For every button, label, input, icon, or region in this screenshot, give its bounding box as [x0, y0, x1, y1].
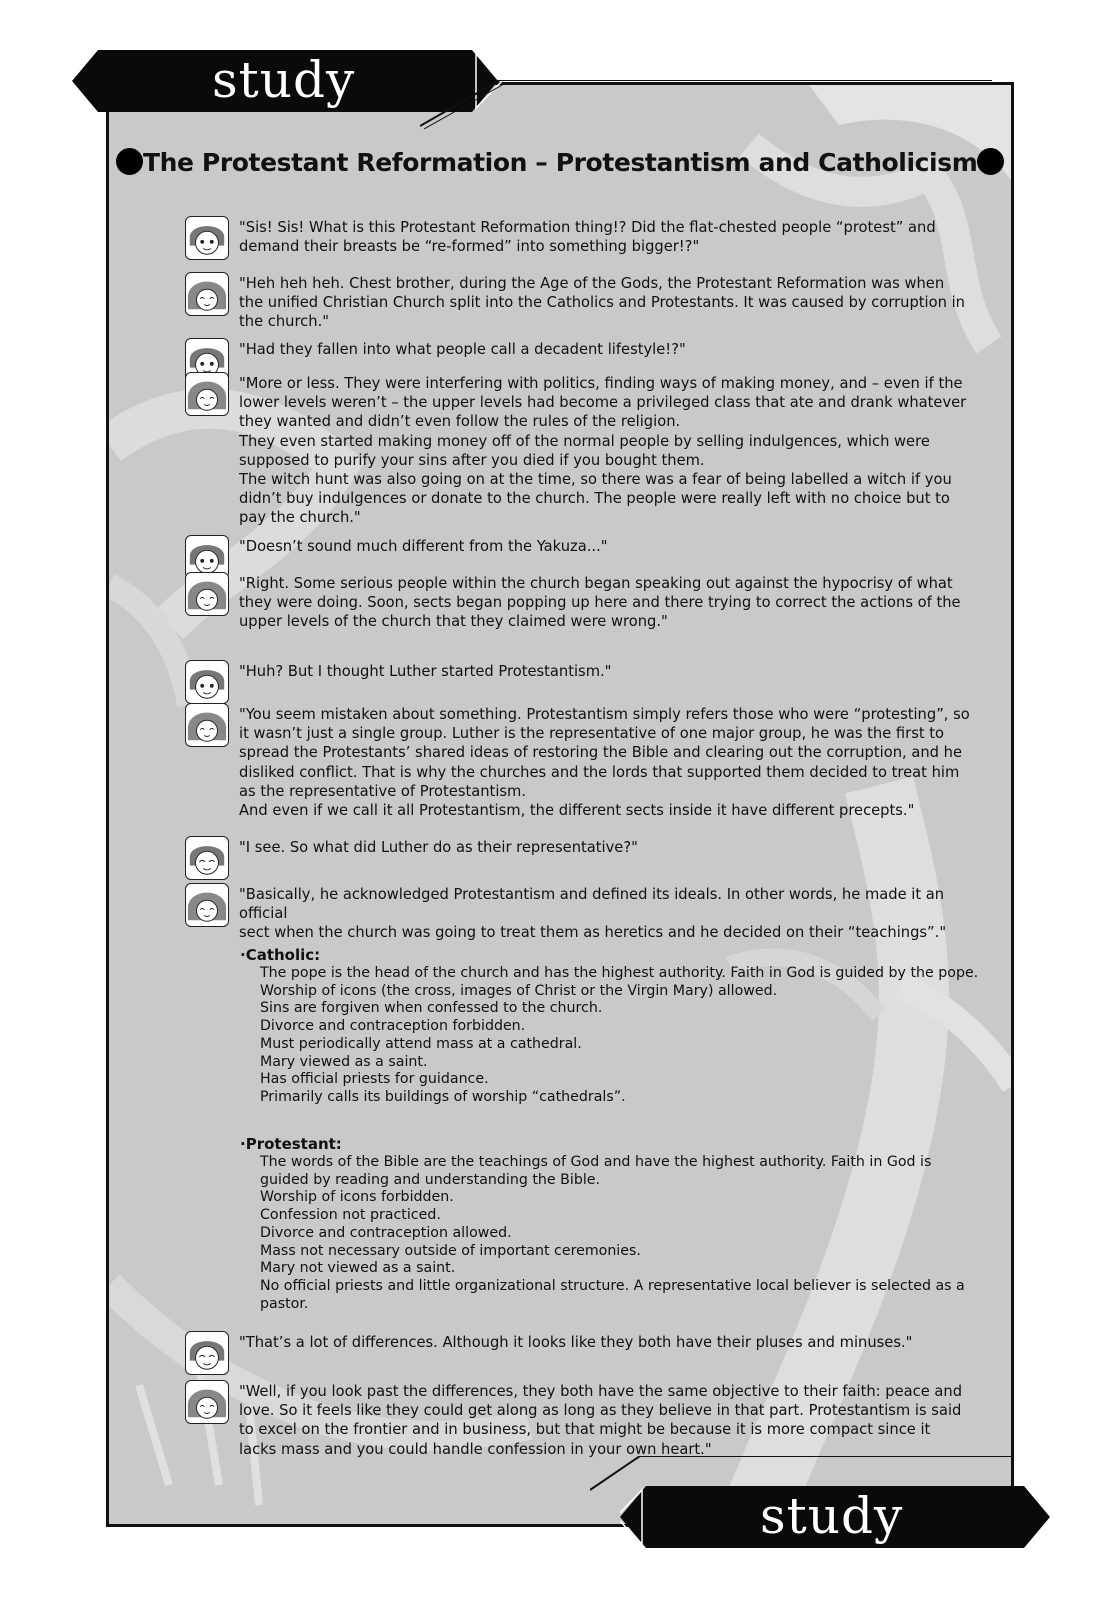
avatar-speaker-b — [185, 883, 229, 927]
dialogue-line: "Had they fallen into what people call a decadent lifestyle!?" — [185, 340, 995, 359]
list-item: Primarily calls its buildings of worship “cathedrals”. — [260, 1088, 626, 1105]
dialogue-line: "Right. Some serious people within the church began speaking out against the hypocrisy of what they were doing. Soon, sects began popping up here and there trying to correct the actions of the upper levels of the church that they claimed were wrong." — [185, 574, 995, 632]
dialogue-line: "Doesn’t sound much different from the Yakuza..." — [185, 537, 995, 556]
list-item: Has official priests for guidance. — [260, 1071, 489, 1088]
chibi-face-icon — [186, 704, 228, 746]
chibi-face-icon — [186, 273, 228, 315]
list-item: Divorce and contraception forbidden. — [260, 1018, 526, 1035]
chibi-face-icon — [186, 1381, 228, 1423]
chibi-face-icon — [186, 884, 228, 926]
chibi-face-icon — [186, 837, 228, 879]
page-title: The Protestant Reformation – Protestantism and Catholicism — [116, 148, 1006, 177]
dialogue-line: "Sis! Sis! What is this Protestant Reformation thing!? Did the flat-chested people “protest” and demand their breasts be “re-formed” into something bigger!?" — [185, 218, 995, 256]
banner-label: study — [212, 51, 356, 109]
chibi-face-icon — [186, 1332, 228, 1374]
list-item: Mass not necessary outside of important ceremonies. — [260, 1242, 641, 1259]
list-item: Mary not viewed as a saint. — [260, 1260, 456, 1277]
protestant-heading: ·Protestant: — [240, 1135, 342, 1153]
avatar-speaker-a — [185, 660, 229, 704]
avatar-speaker-b — [185, 572, 229, 616]
avatar-speaker-a — [185, 216, 229, 260]
list-item: Confession not practiced. — [260, 1207, 441, 1224]
catholic-list — [240, 945, 980, 1107]
chibi-face-icon — [186, 661, 228, 703]
avatar-speaker-b — [185, 372, 229, 416]
list-item: Sins are forgiven when confessed to the church. — [260, 1000, 603, 1017]
dialogue-line: "I see. So what did Luther do as their representative?" — [185, 838, 995, 857]
banner-connector-lines — [420, 80, 1020, 130]
avatar-speaker-a — [185, 836, 229, 880]
dialogue-line: "Heh heh heh. Chest brother, during the Age of the Gods, the Protestant Reformation was when the unified Christian Church split into the Catholics and Protestants. It was caused by corruption in the church." — [185, 274, 995, 332]
dialogue-line: "You seem mistaken about something. Protestantism simply refers those who were “protesting”, so it wasn’t just a single group. Luther is the representative of one major group, he was the first to spread the Protestants’ shared ideas of restoring the Bible and clearing out the corruption, and he disliked conflict. That is why the churches and the lords that supported them decided to treat him as the representative of Protestantism. And even if we call it all Protestantism, the different sects inside it have different precepts." — [185, 705, 995, 820]
list-item: Mary viewed as a saint. — [260, 1053, 428, 1070]
dialogue-line: "That’s a lot of differences. Although it looks like they both have their pluses and minuses." — [185, 1333, 995, 1352]
dialogue-line: "Huh? But I thought Luther started Protestantism." — [185, 662, 995, 681]
chibi-face-icon — [186, 373, 228, 415]
avatar-speaker-b — [185, 1380, 229, 1424]
chibi-face-icon — [186, 573, 228, 615]
list-item: No official priests and little organizational structure. A representative local believer is selected as a pastor. — [260, 1277, 965, 1312]
avatar-speaker-b — [185, 272, 229, 316]
bullet-dot-right — [977, 148, 1004, 175]
list-item: Must periodically attend mass at a cathedral. — [260, 1035, 582, 1052]
list-item: Worship of icons forbidden. — [260, 1189, 454, 1206]
chibi-face-icon — [186, 217, 228, 259]
list-item: Divorce and contraception allowed. — [260, 1224, 512, 1241]
banner-label: study — [760, 1487, 904, 1545]
list-item: The words of the Bible are the teachings of God and have the highest authority. Faith in God is guided by reading and understanding the Bible. — [260, 1154, 932, 1188]
study-banner-bottom — [620, 1486, 1050, 1548]
dialogue-line: "Well, if you look past the differences, they both have the same objective to their faith: peace and love. So it feels like they could get along as long as they believe in that part. Protestantism is said to excel on the frontier and in business, but that might be because it is more compact since it lacks mass and you could handle confession in your own heart." — [185, 1382, 995, 1459]
catholic-heading: ·Catholic: — [240, 946, 321, 964]
dialogue-line: "Basically, he acknowledged Protestantism and defined its ideals. In other words, he made it an official sect when the church was going to treat them as heretics and he decided on their “teachings”." — [185, 885, 995, 943]
avatar-speaker-b — [185, 703, 229, 747]
bullet-dot-left — [116, 148, 143, 175]
list-item: The pope is the head of the church and has the highest authority. Faith in God is guided by the pope. — [260, 965, 979, 981]
protestant-list — [240, 1134, 980, 1313]
avatar-speaker-a — [185, 1331, 229, 1375]
dialogue-line: "More or less. They were interfering with politics, finding ways of making money, and – even if the lower levels weren’t – the upper levels had become a privileged class that ate and drank whatever they wanted and didn’t even follow the rules of the religion. They even started making money off of the normal people by selling indulgences, which were supposed to purify your sins after you died if you bought them. The witch hunt was also going on at the time, so there was a fear of being labelled a witch if you didn’t buy indulgences or donate to the church. The people were really left with no choice but to pay the church." — [185, 374, 995, 528]
list-item: Worship of icons (the cross, images of Christ or the Virgin Mary) allowed. — [260, 982, 778, 999]
